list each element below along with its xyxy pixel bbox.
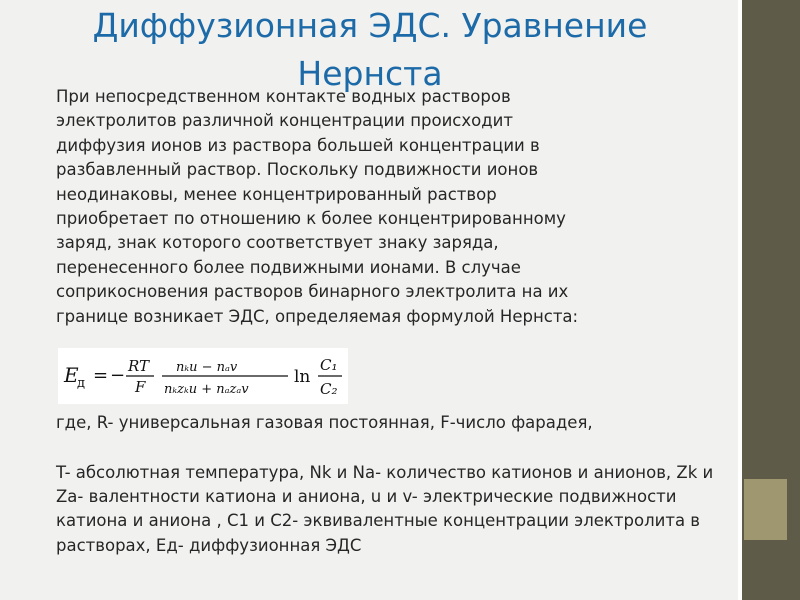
formula-ln: ln xyxy=(294,367,311,387)
formula-rt-denominator: F xyxy=(135,378,146,396)
sidebar-accent-block xyxy=(744,479,787,540)
formula-graphic xyxy=(58,348,348,404)
formula-frac-numerator: nₖu − nₐv xyxy=(176,360,238,375)
definitions-paragraph: T- абсолютная температура, Nk и Na- количество катионов и анионов, Zk и Za- валентности катиона и аниона, u и v- электрические подвижности катиона и аниона , C1 и C2- эквивалентные концентрации электролита в растворах, Ед- диффузионная ЭДС xyxy=(56,463,714,555)
formula-c-numerator: C₁ xyxy=(320,356,338,374)
formula-lhs: E xyxy=(64,363,79,387)
formula-lhs-sub: д xyxy=(77,376,86,391)
slide-title: Диффузионная ЭДС. Уравнение Нернста xyxy=(92,6,648,93)
intro-paragraph: При непосредственном контакте водных растворов электролитов различной концентрации происходит диффузия ионов из раствора большей концентрации в разбавленный раствор. Поскольку подвижности ионов неодинаковы, менее концентрированный раствор приобретает по отношению к более концентрированному заряд, знак которого соответствует знаку заряда, перенесенного более подвижными ионами. В случае соприкосновения растворов бинарного электролита на их границе возникает ЭДС, определяемая формулой Нернста: xyxy=(56,87,579,326)
formula-minus: − xyxy=(110,365,126,386)
formula-frac-denominator: nₖzₖu + nₐzₐv xyxy=(164,382,249,397)
formula-rt-numerator: RT xyxy=(128,357,150,375)
where-paragraph: где, R- универсальная газовая постоянная, F-число фарадея, xyxy=(56,413,593,432)
nernst-formula xyxy=(58,348,348,404)
sidebar-stripe xyxy=(738,0,742,600)
formula-equals: = xyxy=(93,365,109,386)
formula-c-denominator: C₂ xyxy=(320,380,338,398)
